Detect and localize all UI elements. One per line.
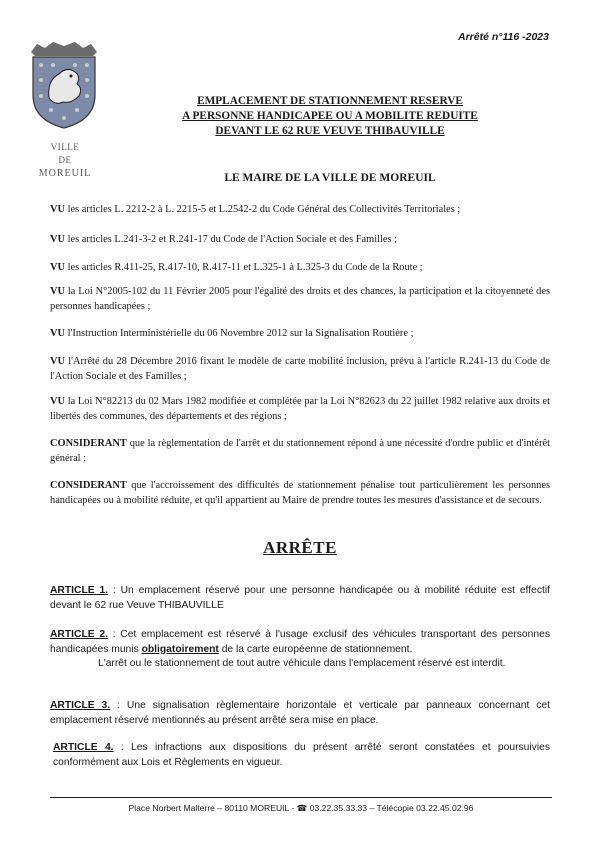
considerant-text: que l'accroissement des difficultés de stationnement pénalise tout particulièrement les personnes handicapées ou à mobilité réduite, et qu'il appartient au Maire de prendre toutes les mesures d'assistance et de secours. <box>50 480 550 506</box>
article-2-second-paragraph: L'arrêt ou le stationnement de tout autre véhicule dans l'emplacement réservé est interdit. <box>98 658 506 669</box>
article-2 <box>50 628 550 672</box>
arrete-heading: ARRÊTE <box>263 538 337 557</box>
vu-text: l'Instruction Interministérielle du 06 Novembre 2012 sur la Signalisation Routière ; <box>65 328 414 339</box>
city-crest-logo <box>27 40 101 130</box>
article-1 <box>50 584 550 613</box>
article-1-label: ARTICLE 1. <box>50 585 109 596</box>
article-2-label: ARTICLE 2. <box>50 629 108 640</box>
vu-text: l'Arrêté du 28 Décembre 2016 fixant le modèle de carte mobilité inclusion, prévu à l'article R.241-13 du Code de l'Action Sociale et des Familles ; <box>50 356 550 382</box>
vu-text: la Loi N°82213 du 02 Mars 1982 modifiée et complétée par la Loi N°82623 du 22 juillet 1982 relative aux droits et libertés des communes, des départements et des régions ; <box>50 396 550 422</box>
considerant-paragraph <box>50 478 550 508</box>
vu-text: la Loi N°2005-102 du 11 Février 2005 pour l'égalité des droits et des chances, la participation et la citoyenneté des personnes handicapées ; <box>50 286 550 312</box>
vu-keyword: VU <box>50 328 66 339</box>
arrete-number: Arrêté n°116 -2023 <box>458 31 549 43</box>
title-line-2: A PERSONNE HANDICAPEE OU A MOBILITE REDUITE <box>182 110 478 122</box>
considerant-keyword: CONSIDERANT <box>50 480 127 491</box>
vu-keyword: VU <box>50 356 66 367</box>
vu-paragraph <box>50 394 550 424</box>
vu-keyword: VU <box>50 396 66 407</box>
considerant-text: que la règlementation de l'arrêt et du stationnement répond à une nécessité d'ordre public et d'intérêt général ; <box>50 438 550 464</box>
title-line-3: DEVANT LE 62 RUE VEUVE THIBAUVILLE <box>215 125 445 137</box>
article-2-text-end: de la carte européenne de stationnement. <box>218 643 413 655</box>
city-line-2: DE <box>58 155 72 165</box>
vu-keyword: VU <box>50 234 66 245</box>
considerant-keyword: CONSIDERANT <box>50 438 127 449</box>
city-line-3: MOREUIL <box>38 168 92 179</box>
article-3 <box>50 699 550 728</box>
article-4-text: : Les infractions aux dispositions du présent arrêté seront constatées et poursuivies conformément aux Lois et Règlements en vigueur. <box>53 742 550 768</box>
vu-paragraph <box>50 326 550 341</box>
maire-heading: LE MAIRE DE LA VILLE DE MOREUIL <box>224 172 436 184</box>
vu-keyword: VU <box>50 204 66 215</box>
document-title <box>150 94 510 139</box>
vu-text: les articles L.241-3-2 et R.241-17 du Code de l'Action Sociale et des Familles ; <box>65 234 398 245</box>
vu-text: les articles L. 2212-2 à L. 2215-5 et L.2542-2 du Code Général des Collectivités Territoriales ; <box>65 204 461 215</box>
vu-paragraph <box>50 260 550 275</box>
vu-keyword: VU <box>50 262 66 273</box>
article-3-label: ARTICLE 3. <box>50 700 111 711</box>
article-4-label: ARTICLE 4. <box>53 742 114 753</box>
vu-paragraph <box>50 284 550 314</box>
vu-text: les articles R.411-25, R.417-10, R.417-11 et L.325-1 à L.325-3 du Code de la Route ; <box>65 262 423 273</box>
article-4 <box>53 741 550 770</box>
footer-divider <box>50 797 552 798</box>
considerant-paragraph <box>50 436 550 466</box>
article-2-emphasis: obligatoirement <box>141 643 219 655</box>
footer-address: Place Norbert Malterre – 80110 MOREUIL - ☎ 03.22.35.33.33 – Télécopie 03.22.45.02.96 <box>128 803 474 813</box>
title-line-1: EMPLACEMENT DE STATIONNEMENT RESERVE <box>197 95 463 107</box>
city-name-label <box>30 141 100 180</box>
vu-paragraph <box>50 354 550 384</box>
vu-paragraph <box>50 232 550 247</box>
article-3-text: : Une signalisation règlementaire horizontale et verticale par panneaux concernant cet emplacement réservé mentionnés au présent arrêté sera mise en place. <box>50 700 550 726</box>
city-line-1: VILLE <box>50 142 80 152</box>
vu-paragraph <box>50 202 550 217</box>
article-1-text: : Un emplacement réservé pour une personne handicapée ou à mobilité réduite est effectif devant le 62 rue Veuve THIBAUVILLE <box>50 585 550 611</box>
vu-keyword: VU <box>50 286 66 297</box>
article-2-text: : Cet emplacement est réservé à l'usage exclusif des véhicules transportant des personnes handicapées munis <box>50 629 550 655</box>
